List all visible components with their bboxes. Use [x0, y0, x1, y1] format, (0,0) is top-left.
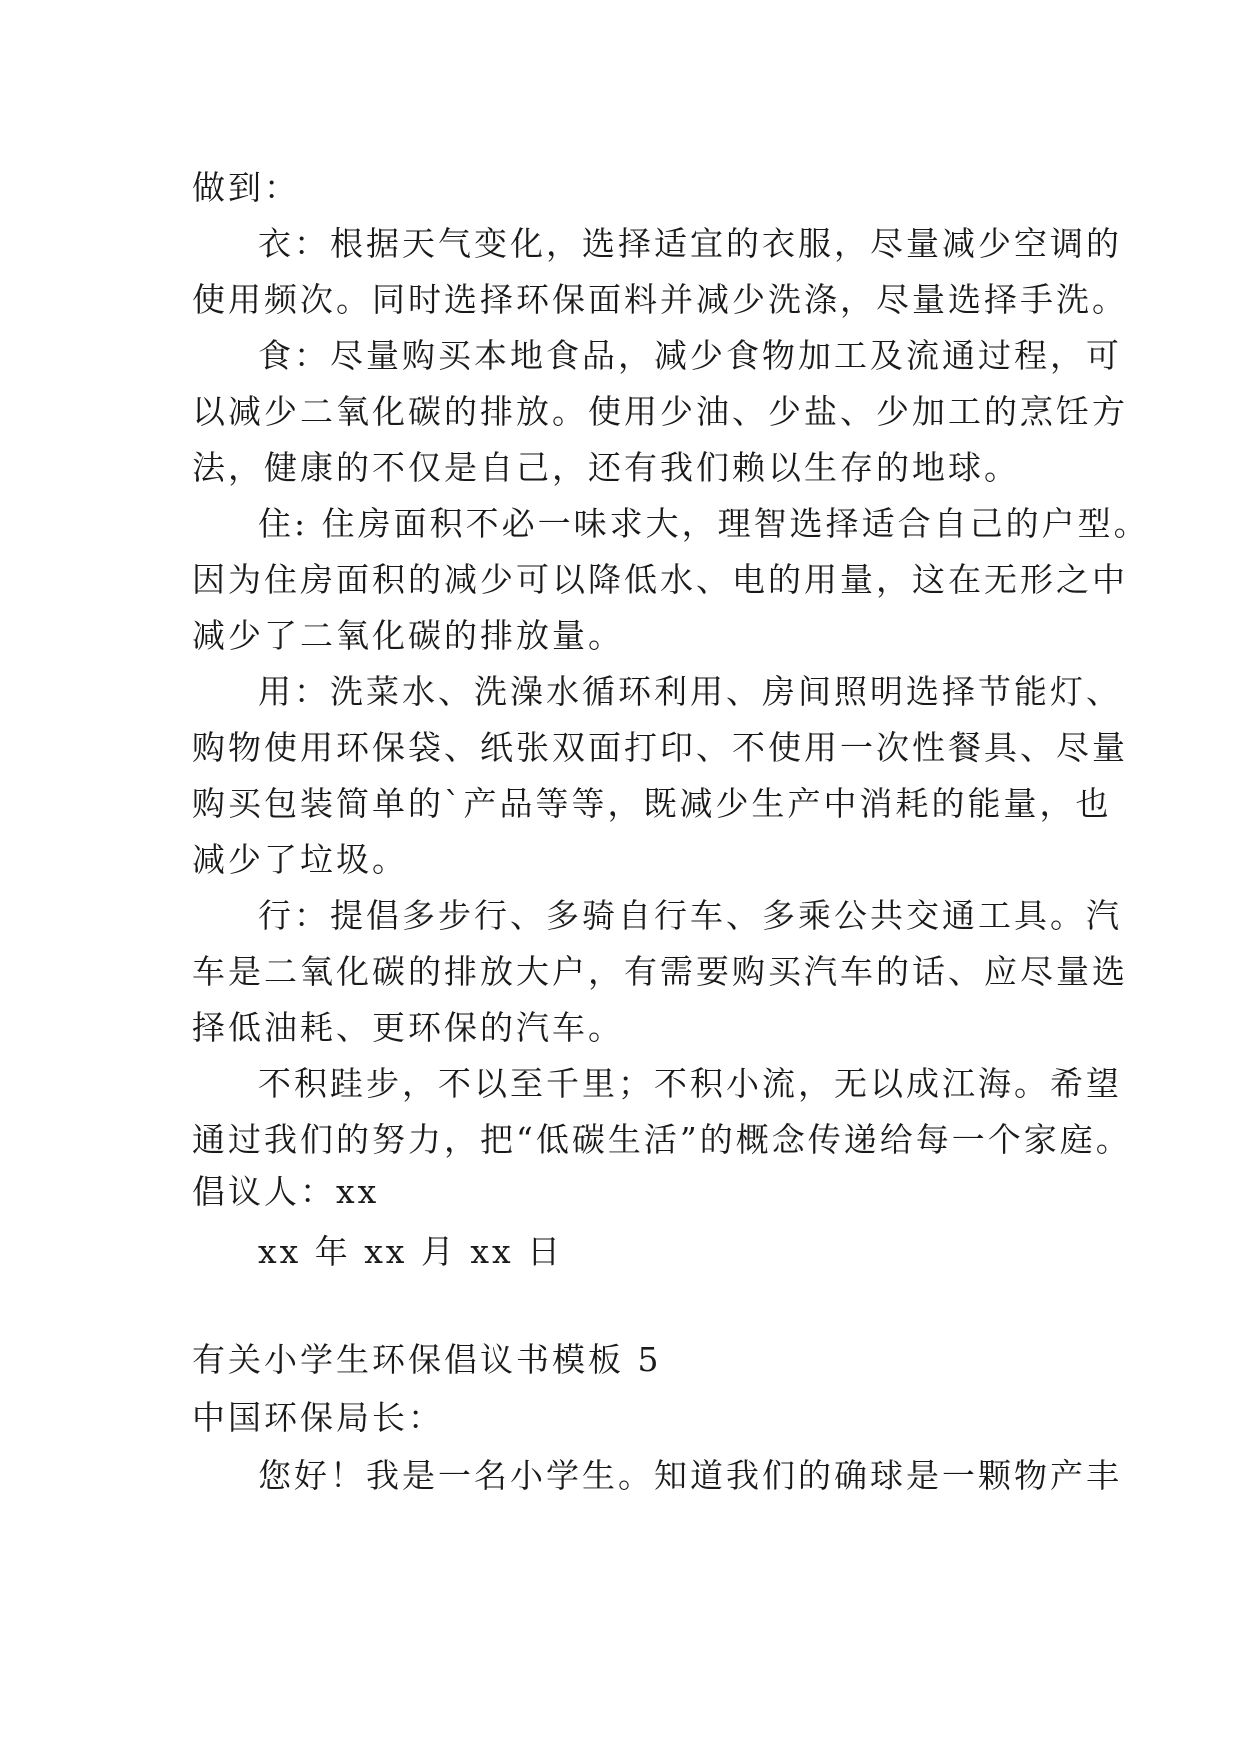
text-line: 因为住房面积的减少可以降低水、电的用量，这在无形之中: [192, 560, 1128, 599]
text-line: 购物使用环保袋、纸张双面打印、不使用一次性餐具、尽量: [192, 728, 1128, 767]
paragraph-use: 用：洗菜水、洗澡水循环利用、房间照明选择节能灯、: [258, 672, 1122, 711]
text-line: 减少了垃圾。: [192, 840, 408, 879]
text-line: 减少了二氧化碳的排放量。: [192, 616, 624, 655]
text-line: 购买包装简单的`产品等等，既减少生产中消耗的能量，也: [192, 784, 1112, 823]
text-line: 车是二氧化碳的排放大户，有需要购买汽车的话、应尽量选: [192, 952, 1128, 991]
text-line: 使用频次。同时选择环保面料并减少洗涤，尽量选择手洗。: [192, 280, 1128, 319]
paragraph-food: 食：尽量购买本地食品，减少食物加工及流通过程，可: [258, 336, 1122, 375]
paragraph-conclusion: 不积跬步，不以至千里；不积小流，无以成江海。希望: [258, 1064, 1122, 1103]
paragraph-travel: 行：提倡多步行、多骑自行车、多乘公共交通工具。汽: [258, 896, 1122, 935]
date-line: xx 年 xx 月 xx 日: [258, 1232, 564, 1271]
salutation: 中国环保局长：: [192, 1398, 444, 1437]
signatory-line: 倡议人：xx: [192, 1172, 380, 1211]
paragraph-clothing: 衣：根据天气变化，选择适宜的衣服，尽量减少空调的: [258, 224, 1122, 263]
letter-opening: 您好！我是一名小学生。知道我们的确球是一颗物产丰: [258, 1456, 1122, 1495]
text-line: 做到：: [192, 168, 300, 207]
text-line: 法，健康的不仅是自己，还有我们赖以生存的地球。: [192, 448, 1020, 487]
text-line: 择低油耗、更环保的汽车。: [192, 1008, 624, 1047]
text-line: 以减少二氧化碳的排放。使用少油、少盐、少加工的烹饪方: [192, 392, 1128, 431]
text-line: 通过我们的努力，把“低碳生活”的概念传递给每一个家庭。: [192, 1120, 1132, 1159]
paragraph-housing: 住: 住房面积不必一味求大，理智选择适合自己的户型。: [258, 504, 1150, 543]
section-title: 有关小学生环保倡议书模板 5: [192, 1340, 662, 1379]
